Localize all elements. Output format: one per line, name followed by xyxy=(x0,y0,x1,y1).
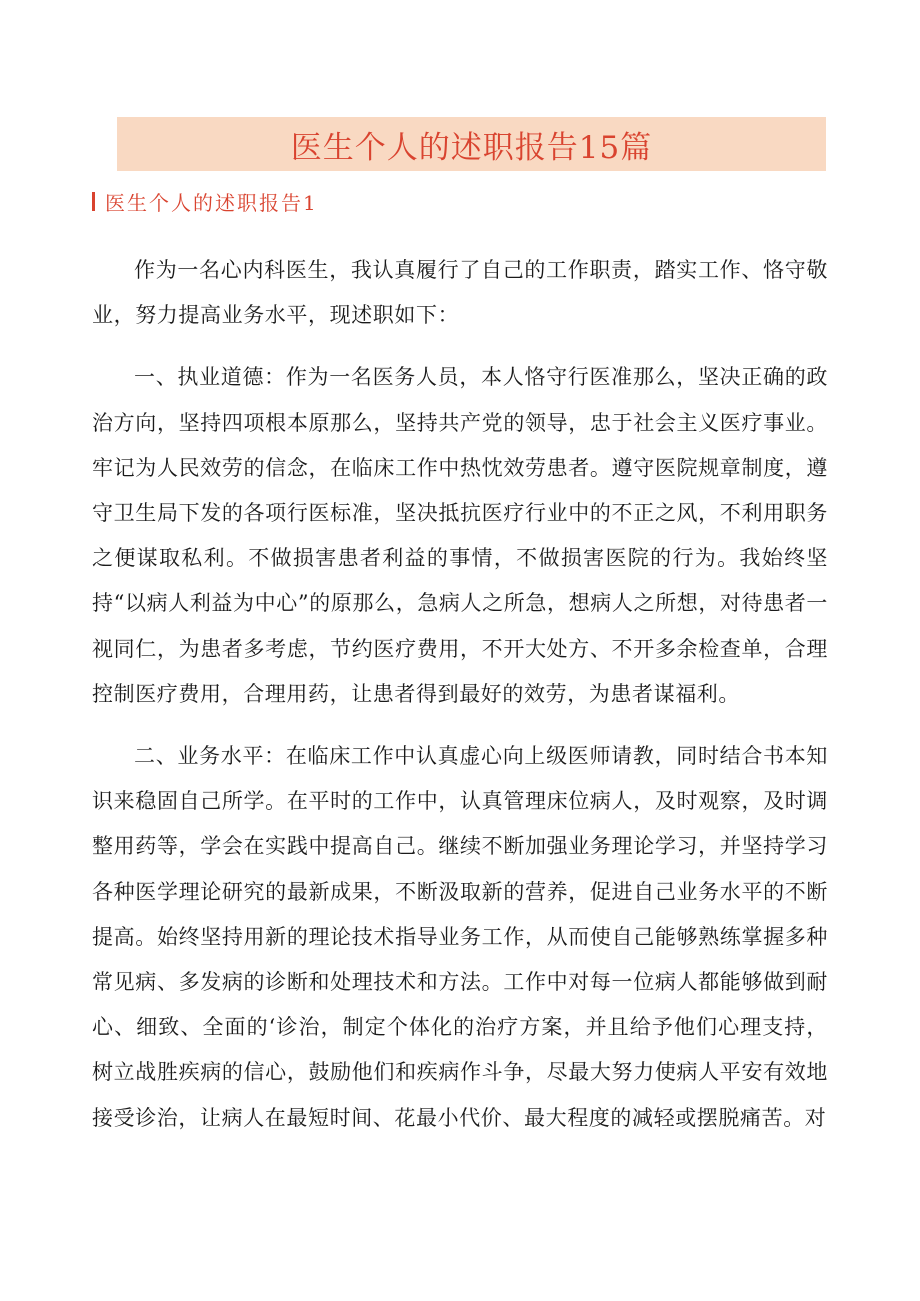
paragraph-ethics: 一、执业道德：作为一名医务人员，本人恪守行医准那么，坚决正确的政治方向，坚持四项根本原那么，坚持共产党的领导，忠于社会主义医疗事业。牢记为人民效劳的信念，在临床工作中热忱效劳患者。遵守医院规章制度，遵守卫生局下发的各项行医标准，坚决抵抗医疗行业中的不正之风，不利用职务之便谋取私利。不做损害患者利益的事情，不做损害医院的行为。我始终坚持“以病人利益为中心”的原那么，急病人之所急，想病人之所想，对待患者一视同仁，为患者多考虑，节约医疗费用，不开大处方、不开多余检查单，合理控制医疗费用，合理用药，让患者得到最好的效劳，为患者谋福利。 xyxy=(92,365,828,706)
paragraph-skills: 二、业务水平：在临床工作中认真虚心向上级医师请教，同时结合书本知识来稳固自己所学。在平时的工作中，认真管理床位病人，及时观察，及时调整用药等，学会在实践中提高自己。继续不断加强业务理论学习，并坚持学习各种医学理论研究的最新成果，不断汲取新的营养，促进自己业务水平的不断提高。始终坚持用新的理论技术指导业务工作，从而使自己能够熟练掌握多种常见病、多发病的诊断和处理技术和方法。工作中对每一位病人都能够做到耐心、细致、全面的‘诊治，制定个体化的治疗方案，并且给予他们心理支持，树立战胜疾病的信心，鼓励他们和疾病作斗争，尽最大努力使病人平安有效地接受诊治，让病人在最短时间、花最小代价、最大程度的减轻或摆脱痛苦。对 xyxy=(92,744,828,1130)
title-banner xyxy=(117,117,826,171)
section-heading xyxy=(92,187,318,216)
document-title: 医生个人的述职报告15篇 xyxy=(290,129,653,166)
section-heading-text: 医生个人的述职报告1 xyxy=(105,191,318,215)
body-text xyxy=(92,248,828,1158)
heading-accent-bar xyxy=(92,192,95,211)
paragraph-intro: 作为一名心内科医生，我认真履行了自己的工作职责，踏实工作、恪守敬业，努力提高业务水平，现述职如下： xyxy=(92,258,828,328)
